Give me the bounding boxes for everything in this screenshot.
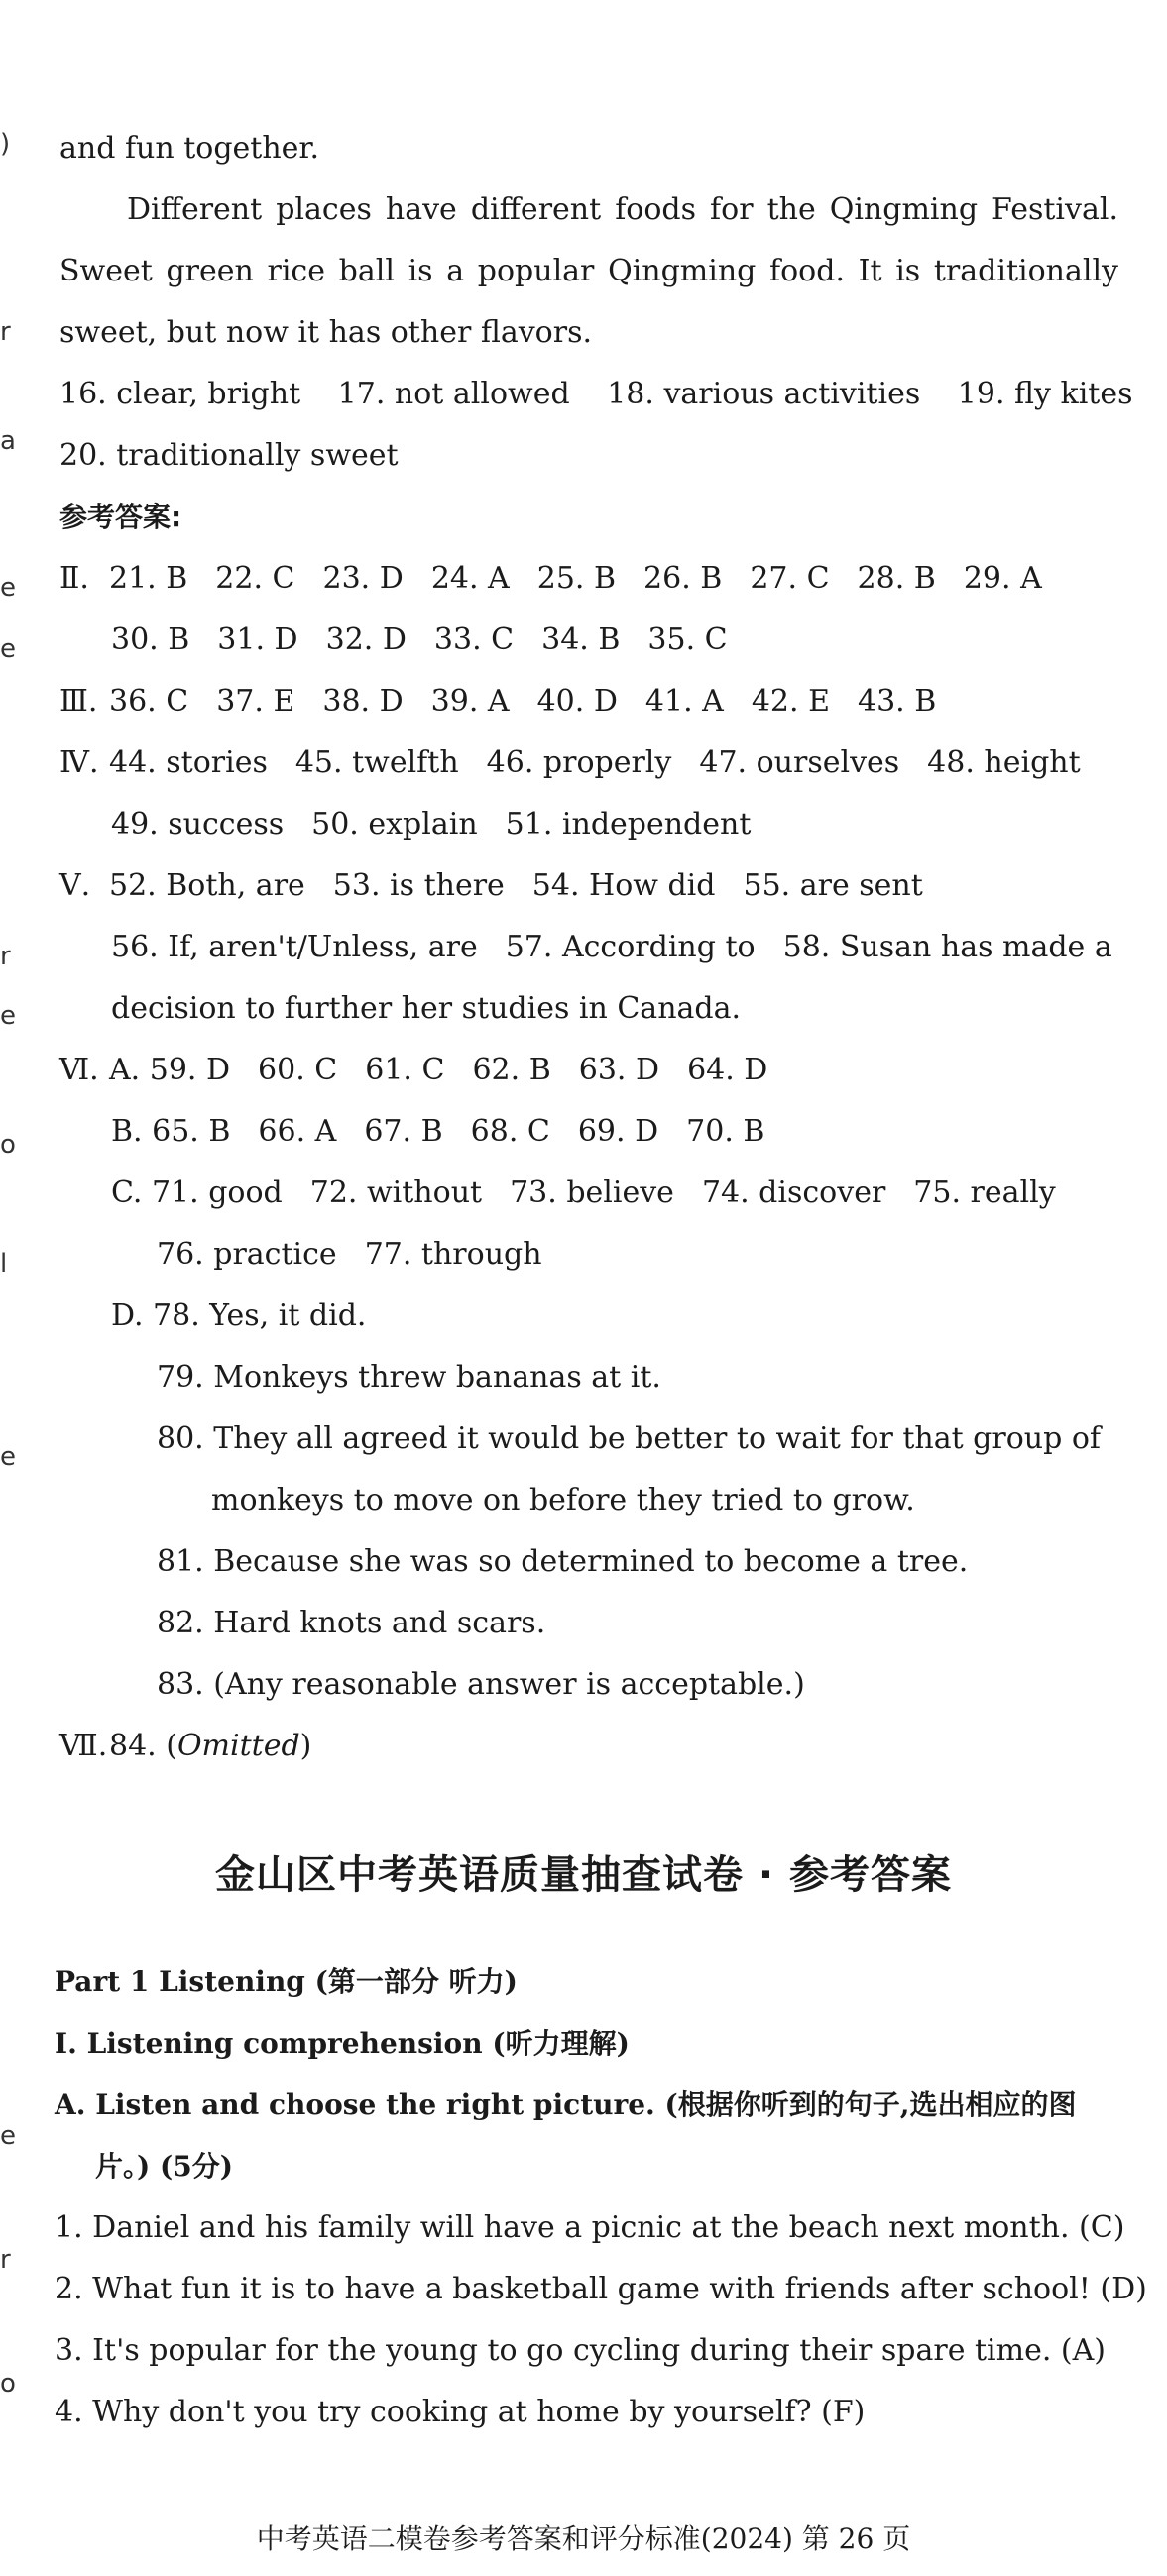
answer-item: 72. without bbox=[309, 1176, 483, 1210]
edge-mark: r bbox=[0, 942, 11, 971]
edge-mark: ) bbox=[0, 129, 11, 159]
answer-item: 55. are sent bbox=[743, 868, 923, 903]
answer-item: 18. various activities bbox=[607, 377, 921, 411]
answer-item: 46. properly bbox=[486, 745, 672, 780]
answer-item: 48. height bbox=[927, 745, 1081, 780]
answer-81: 81. Because she was so determined to become a tree. bbox=[157, 1544, 969, 1579]
answer-84-close: ) bbox=[299, 1729, 312, 1763]
part1-a-instruction-cont: 片。) (5分) bbox=[95, 2150, 233, 2183]
answer-item: 43. B bbox=[857, 684, 937, 719]
section-vi-row-b bbox=[111, 1112, 764, 1152]
answer-item: 57. According to bbox=[505, 930, 756, 964]
section-v-row-1 bbox=[59, 866, 923, 906]
answer-item: 44. stories bbox=[109, 745, 268, 780]
edge-mark: a bbox=[0, 426, 16, 456]
section-vi-row-c2 bbox=[157, 1235, 542, 1275]
section-ii-row-1 bbox=[59, 559, 1042, 599]
answer-item: B. 65. B bbox=[111, 1114, 231, 1149]
answer-item: 53. is there bbox=[332, 868, 505, 903]
section-ii-numeral: Ⅱ. bbox=[59, 561, 89, 596]
part1-i-heading: Ⅰ. Listening comprehension (听力理解) bbox=[55, 2027, 630, 2060]
exam-title: 金山区中考英语质量抽查试卷 · 参考答案 bbox=[214, 1852, 953, 1898]
answer-item: 21. B bbox=[109, 561, 188, 596]
edge-mark: o bbox=[0, 1130, 16, 1160]
answer-item: 49. success bbox=[111, 807, 285, 841]
answer-item: 34. B bbox=[541, 622, 621, 657]
answer-item: 19. fly kites bbox=[957, 377, 1133, 411]
section-iii-numeral: Ⅲ. bbox=[59, 684, 98, 719]
section-vii-numeral: Ⅶ. bbox=[59, 1729, 108, 1763]
passage-line: Different places have different foods for the Qingming Festival. bbox=[127, 192, 1118, 227]
passage-line: Sweet green rice ball is a popular Qingming food. It is traditionally bbox=[59, 254, 1118, 288]
answer-item: C. 71. good bbox=[111, 1176, 283, 1210]
answer-item: 63. D bbox=[578, 1053, 660, 1087]
answer-item: 28. B bbox=[857, 561, 936, 596]
section-vi-numeral: Ⅵ. bbox=[59, 1053, 99, 1087]
answer-item: 33. C bbox=[433, 622, 515, 657]
answer-80a: 80. They all agreed it would be better to wait for that group of bbox=[157, 1421, 1102, 1456]
section-iii-row-1 bbox=[59, 682, 936, 722]
answer-item: 45. twelfth bbox=[294, 745, 459, 780]
answer-item: 35. C bbox=[647, 622, 728, 657]
edge-mark: l bbox=[0, 1249, 8, 1279]
answer-82: 82. Hard knots and scars. bbox=[157, 1606, 546, 1640]
passage-line: sweet, but now it has other flavors. bbox=[59, 315, 592, 350]
answer-item: 54. How did bbox=[531, 868, 716, 903]
answer-item: 66. A bbox=[258, 1114, 337, 1149]
answer-item: 74. discover bbox=[701, 1176, 886, 1210]
section-vi-row-a bbox=[59, 1051, 767, 1090]
answer-item: 76. practice bbox=[157, 1237, 337, 1272]
section-v-row-3: decision to further her studies in Canada. bbox=[111, 991, 742, 1026]
listening-item-4: 4. Why don't you try cooking at home by yourself? (F) bbox=[55, 2395, 866, 2429]
answer-item: 56. If, aren't/Unless, are bbox=[111, 930, 478, 964]
section-iv-numeral: Ⅳ. bbox=[59, 745, 99, 780]
edge-mark: e bbox=[0, 1001, 16, 1031]
answer-item: 64. D bbox=[687, 1053, 768, 1087]
answer-item: 61. C bbox=[365, 1053, 445, 1087]
edge-mark: e bbox=[0, 2121, 16, 2151]
answer-item: 50. explain bbox=[311, 807, 478, 841]
section-vii-row bbox=[59, 1727, 311, 1766]
section-v-row-2 bbox=[111, 928, 1112, 967]
section-v-numeral: Ⅴ. bbox=[59, 868, 91, 903]
answer-item: 51. independent bbox=[505, 807, 752, 841]
answer-item: 68. C bbox=[470, 1114, 550, 1149]
answer-item: 41. A bbox=[644, 684, 724, 719]
section-iv-row-2 bbox=[111, 805, 751, 844]
answer-item: 67. B bbox=[364, 1114, 443, 1149]
answer-item: 40. D bbox=[536, 684, 618, 719]
answer-item: 47. ourselves bbox=[699, 745, 900, 780]
answer-item: 30. B bbox=[111, 622, 190, 657]
answer-item: 23. D bbox=[322, 561, 404, 596]
edge-mark: e bbox=[0, 1442, 16, 1472]
edge-mark: e bbox=[0, 573, 16, 603]
answer-item: 38. D bbox=[322, 684, 404, 719]
answer-item: 22. C bbox=[215, 561, 295, 596]
listening-item-1: 1. Daniel and his family will have a picnic at the beach next month. (C) bbox=[55, 2210, 1125, 2245]
answer-83: 83. (Any reasonable answer is acceptable.) bbox=[157, 1667, 805, 1702]
answer-item: 37. E bbox=[216, 684, 295, 719]
answer-item: 36. C bbox=[109, 684, 189, 719]
part1-a-instruction: A. Listen and choose the right picture. (根据你听到的句子,选出相应的图 bbox=[55, 2088, 1077, 2121]
answer-79: 79. Monkeys threw bananas at it. bbox=[157, 1360, 661, 1395]
part1-heading: Part 1 Listening (第一部分 听力) bbox=[55, 1965, 518, 1998]
answer-item: 62. B bbox=[472, 1053, 551, 1087]
answer-78: D. 78. Yes, it did. bbox=[111, 1298, 367, 1333]
edge-mark: o bbox=[0, 2369, 16, 2399]
answer-item: 52. Both, are bbox=[109, 868, 305, 903]
reference-answers-label: 参考答案: bbox=[59, 501, 182, 533]
answer-item: 42. E bbox=[751, 684, 830, 719]
listening-item-2: 2. What fun it is to have a basketball game with friends after school! (D) bbox=[55, 2272, 1147, 2306]
listening-item-3: 3. It's popular for the young to go cycling during their spare time. (A) bbox=[55, 2333, 1106, 2368]
answer-item: 25. B bbox=[536, 561, 617, 596]
answer-row-16-19 bbox=[59, 375, 1133, 414]
page-footer: 中考英语二模卷参考答案和评分标准(2024) 第 26 页 bbox=[256, 2522, 911, 2555]
answer-84-omitted: Omitted bbox=[176, 1729, 300, 1763]
answer-item: A. 59. D bbox=[109, 1053, 231, 1087]
answer-item: 73. believe bbox=[510, 1176, 674, 1210]
answer-item: 70. B bbox=[686, 1114, 765, 1149]
section-ii-row-2 bbox=[111, 620, 728, 660]
answer-item: 16. clear, bright bbox=[59, 377, 301, 411]
edge-mark: r bbox=[0, 2245, 11, 2275]
section-vi-row-c1 bbox=[111, 1174, 1056, 1213]
answer-item: 39. A bbox=[430, 684, 510, 719]
answer-item: 69. D bbox=[577, 1114, 659, 1149]
answer-item: 31. D bbox=[217, 622, 298, 657]
section-iv-row-1 bbox=[59, 743, 1081, 783]
passage-line: and fun together. bbox=[59, 131, 320, 166]
answer-84-num: 84. ( bbox=[109, 1729, 177, 1763]
edge-mark: r bbox=[0, 317, 11, 347]
answer-item: 17. not allowed bbox=[337, 377, 570, 411]
answer-item: 27. C bbox=[750, 561, 830, 596]
answer-item: 26. B bbox=[643, 561, 723, 596]
edge-mark: e bbox=[0, 634, 16, 664]
answer-80b: monkeys to move on before they tried to grow. bbox=[211, 1483, 915, 1517]
answer-item: 29. A bbox=[963, 561, 1042, 596]
answer-row-20: 20. traditionally sweet bbox=[59, 438, 399, 473]
answer-item: 24. A bbox=[430, 561, 510, 596]
answer-item: 60. C bbox=[258, 1053, 338, 1087]
answer-item: 32. D bbox=[325, 622, 407, 657]
answer-item: 58. Susan has made a bbox=[782, 930, 1112, 964]
answer-item: 75. really bbox=[913, 1176, 1056, 1210]
answer-item: 77. through bbox=[364, 1237, 542, 1272]
